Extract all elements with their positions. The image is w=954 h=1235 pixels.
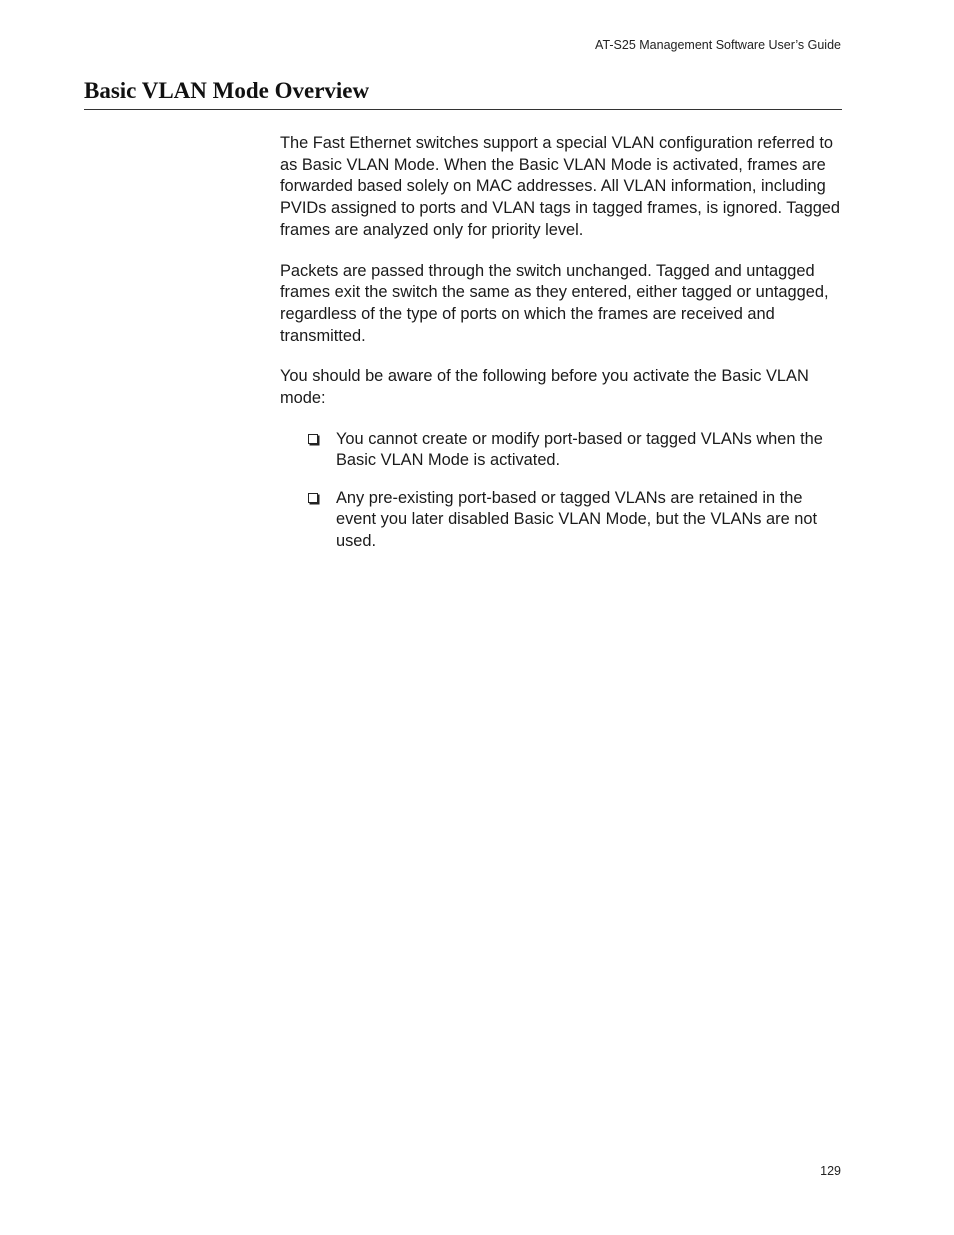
paragraph-basic-vlan-intro: The Fast Ethernet switches support a special VLAN configuration referred to as Basic VLAN Mode. When the Basic VLAN Mode is activated, frames are forwarded based solely on MAC addresses. All VLAN information, including PVIDs assigned to ports and VLAN tags in tagged frames, is ignored. Tagged frames are analyzed only for priority level. [280,134,841,239]
bullet-list [280,429,844,553]
title-rule [84,109,842,110]
running-header: AT-S25 Management Software User’s Guide [595,38,841,52]
paragraph-packets-unchanged: Packets are passed through the switch unchanged. Tagged and untagged frames exit the switch the same as they entered, either tagged or untagged, regardless of the type of ports on which the frames are received and transmitted. [280,261,829,345]
page-number: 129 [820,1164,841,1178]
paragraph-be-aware: You should be aware of the following before you activate the Basic VLAN mode: [280,367,809,408]
bullet-text: Any pre-existing port-based or tagged VLANs are retained in the event you later disabled Basic VLAN Mode, but the VLANs are not used. [336,488,818,551]
body-text [280,133,844,568]
checkbox-bullet-icon [308,434,318,444]
list-item [336,488,844,553]
list-item [336,429,844,472]
section-title: Basic VLAN Mode Overview [84,78,370,103]
checkbox-bullet-icon [308,493,318,503]
bullet-text: You cannot create or modify port-based or tagged VLANs when the Basic VLAN Mode is activated. [336,429,823,470]
